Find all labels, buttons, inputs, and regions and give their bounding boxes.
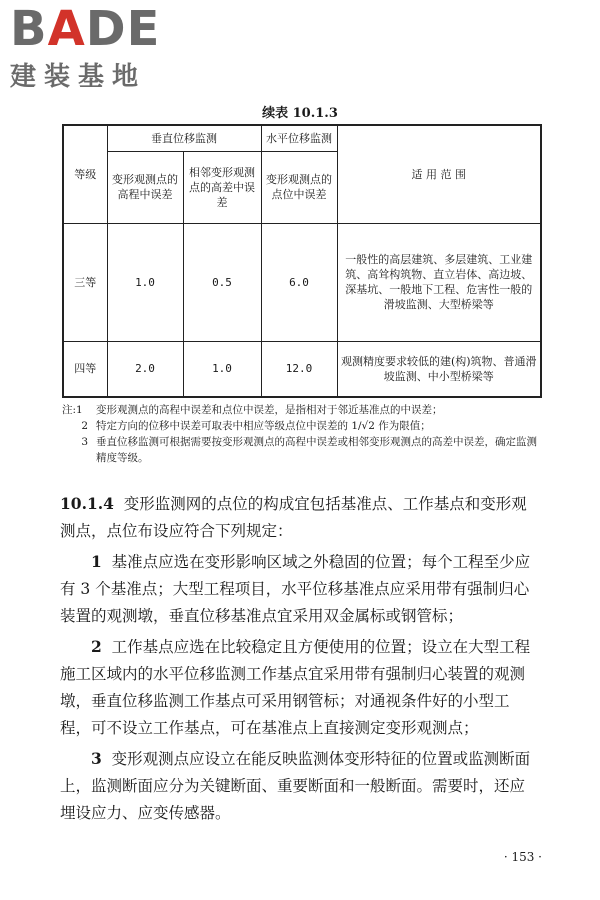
accuracy-table [62,124,542,398]
header-vertical-group: 垂直位移监测 [107,125,261,151]
logo-wordmark [10,1,161,57]
table-row [63,223,541,341]
table-row [63,341,541,397]
note-text: 特定方向的位移中误差可取表中相应等级点位中误差的 1/√2 作为限值； [96,420,431,432]
header-col3: 变形观测点的点位中误差 [261,151,337,223]
logo-letter-a: A [47,1,86,57]
logo-letter-b: B [10,1,48,57]
table-notes [62,402,542,466]
row-value-1: 1.0 [107,223,183,341]
section-intro [60,490,540,545]
clause-text: 变形观测点应设立在能反映监测体变形特征的位置或监测断面上，监测断面应分为关键断面、重要断面和一般断面。需要时，还应埋设应力、应变传感器。 [60,750,531,822]
note-text: 变形观测点的高程中误差和点位中误差，是指相对于邻近基准点的中误差； [96,404,443,416]
note-label: 注:1 [62,404,83,416]
section-number: 10.1.4 [60,494,114,513]
section-body [60,490,540,830]
row-value-3: 12.0 [261,341,337,397]
header-col2: 相邻变形观测点的高差中误差 [183,151,261,223]
row-scope: 观测精度要求较低的建(构)筑物、普通滑坡监测、中小型桥梁等 [337,341,541,397]
clause-item [60,745,540,827]
page-number: · 153 · [503,850,542,864]
logo-subtitle: 建装基地 [10,62,147,92]
note-label: 3 [81,436,88,448]
header-horizontal-group: 水平位移监测 [261,125,337,151]
clause-item [60,548,540,630]
section-intro-text: 变形监测网的点位的构成宜包括基准点、工作基点和变形观测点，点位布设应符合下列规定： [60,495,527,540]
row-grade: 四等 [63,341,107,397]
clause-text: 工作基点应选在比较稳定且方便使用的位置；设立在大型工程施工区域内的水平位移监测工作基点宜采用带有强制归心装置的观测墩，垂直位移监测工作基点可采用钢管标；对通视条件好的小型工程，可不设立工作基点，可在基准点上直接测定变形观测点； [60,638,531,737]
clause-number: 3 [91,749,102,768]
header-col1: 变形观测点的高程中误差 [107,151,183,223]
row-value-2: 0.5 [183,223,261,341]
note-text: 垂直位移监测可根据需要按变形观测点的高程中误差或相邻变形观测点的高差中误差，确定监测精度等级。 [96,436,537,464]
table-title: 续表 10.1.3 [262,106,338,121]
clause-number: 2 [91,637,102,656]
note-item [62,418,542,434]
clause-item [60,633,540,742]
clause-text: 基准点应选在变形影响区域之外稳固的位置；每个工程至少应有 3 个基准点；大型工程项目，水平位移基准点应采用带有强制归心装置的观测墩，垂直位移基准点宜采用双金属标或钢管标； [60,553,531,625]
row-value-3: 6.0 [261,223,337,341]
note-item [62,402,542,418]
note-item [62,434,542,466]
clause-number: 1 [91,552,102,571]
row-value-2: 1.0 [183,341,261,397]
row-value-1: 2.0 [107,341,183,397]
note-label: 2 [81,420,88,432]
header-row-1 [63,125,541,151]
row-grade: 三等 [63,223,107,341]
logo-letters-rest: DE [85,1,161,57]
header-grade: 等级 [63,125,107,223]
header-scope: 适 用 范 围 [337,125,541,223]
brand-logo [10,1,161,93]
row-scope: 一般性的高层建筑、多层建筑、工业建筑、高耸构筑物、直立岩体、高边坡、深基坑、一般地下工程、危害性一般的滑坡监测、大型桥梁等 [337,223,541,341]
